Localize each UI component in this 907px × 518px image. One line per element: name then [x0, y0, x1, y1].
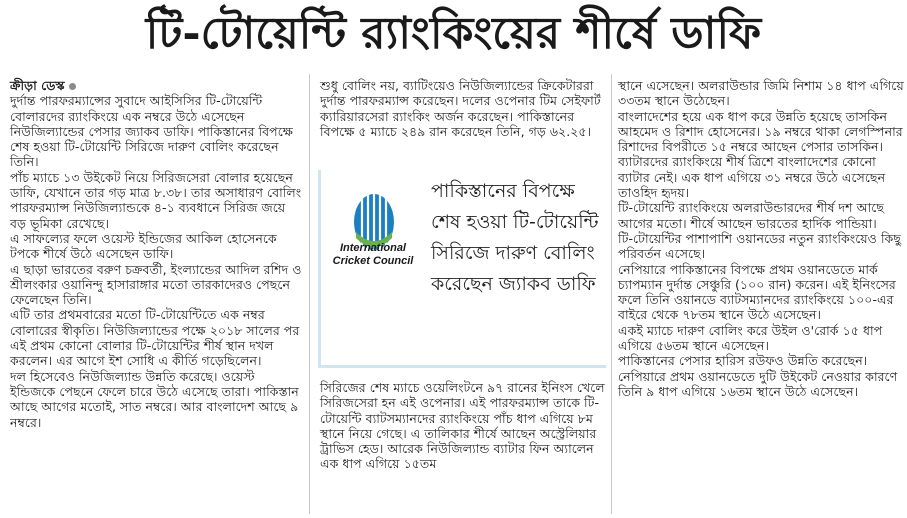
paragraph: এটি তার প্রথমবারের মতো টি-টোয়েন্টিতে এক নম্বর বোলারের স্বীকৃতি। নিউজিল্যান্ডের পক্ষে ২০১৮ সালের পর এই প্রথম কোনো বোলার টি-টোয়েন্টির শীর্ষ স্থান দখল করলেন। এর আগে ইশ সোধি এ কীর্তি গড়েছিলেন।: [10, 307, 300, 369]
paragraph: বাংলাদেশের হয়ে এক ধাপ করে উন্নতি হয়েছে তাসকিন আহমেদ ও রিশাদ হোসেনের। ১৯ নম্বরে থাকা লেগস্পিনার রিশাদের বিপরীতে ১৫ নম্বরে আছেন পেসার তাসকিন। ব্যাটারদের র‍্যাংকিংয়ে শীর্ষ ত্রিশে বাংলাদেশের কোনো ব্যাটার নেই। এক ধাপ এগিয়ে ৩১ নম্বরে উঠে এসেছেন তাওহিদ হৃদয়।: [618, 108, 903, 201]
column-divider-1: [309, 74, 310, 514]
icc-logo-caption: [325, 242, 421, 268]
byline-dot-icon: [69, 83, 76, 90]
column-2-top: [320, 78, 605, 139]
column-divider-2: [611, 74, 612, 514]
icc-caption-line-1: International: [339, 242, 406, 254]
paragraph: এ ছাড়া ভারতের বরুণ চক্রবর্তী, ইংল্যান্ডের আদিল রশিদ ও শ্রীলংকার ওয়ানিন্দু হাসারাঙ্গার মতো তারকাদেরও পেছনে ফেলেছেন তিনি।: [10, 261, 302, 308]
paragraph: স্থানে এসেছেন। অলরাউন্ডার জিমি নিশাম ১৪ ধাপ এগিয়ে ৩৩তম স্থানে উঠেছেন।: [618, 78, 904, 109]
paragraph: টি-টোয়েন্টির পাশাপাশি ওয়ানডের নতুন র‍্যাংকিংয়েও কিছু পরিবর্তন এসেছে।: [618, 230, 902, 262]
icc-caption-line-2: Cricket Council: [332, 255, 414, 267]
paragraph: শুধু বোলিং নয়, ব্যাটিংয়েও নিউজিল্যান্ডের ক্রিকেটাররা দুর্দান্ত পারফরম্যান্স করেছেন। দলের ওপেনার টিম সেইফার্ট ক্যারিয়ারসেরা র‍্যাংকিং অর্জন করেছেন। পাকিস্তানের বিপক্ষে ৫ ম্যাচে ২৪৯ রান করেছেন তিনি, গড় ৬২.২৫।: [320, 78, 601, 139]
paragraph: এ সাফল্যের ফলে ওয়েস্ট ইন্ডিজের আকিল হোসেনকে টপকে শীর্ষে উঠে এসেছেন ডাফি।: [10, 230, 277, 262]
paragraph: সিরিজের শেষ ম্যাচে ওয়েলিংটনে ৯৭ রানের ইনিংস খেলে সিরিজসেরা হন এই ওপেনার। এই পারফরম্যান্স তাকে টি-টোয়েন্টি ব্যাটসম্যানদের র‍্যাংকিংয়ে পাঁচ ধাপ এগিয়ে ৮ম স্থানে নিয়ে গেছে। এ তালিকার শীর্ষে আছেন অস্ট্রেলিয়ার ট্রাভিস হেড। আরেক নিউজিল্যান্ড ব্যাটার ফিন অ্যালেন এক ধাপ এগিয়ে ১৫তম: [320, 380, 605, 472]
paragraph: পাঁচ ম্যাচে ১৩ উইকেট নিয়ে সিরিজসেরা বোলার হয়েছেন ডাফি, যেখানে তার গড় মাত্র ৮.৩৮। তার অসাধারণ বোলিং পারফরম্যান্স নিউজিল্যান্ডকে ৪-১ ব্যবধানে সিরিজ জয়ে বড় ভূমিকা রেখেছে।: [10, 169, 302, 231]
paragraph: টি-টোয়েন্টি র‍্যাংকিংয়ে অলরাউন্ডারদের শীর্ষ দশ আছে আগের মতো। শীর্ষে আছেন ভারতের হার্দিক পান্ডিয়া।: [618, 200, 884, 231]
column-1: [10, 78, 302, 430]
pullquote-text: পাকিস্তানের বিপক্ষে শেষ হওয়া টি-টোয়েন্টি সিরিজে দারুণ বোলিং করেছেন জ্যাকব ডাফি: [431, 180, 599, 295]
headline: টি-টোয়েন্টি র‍্যাংকিংয়ের শীর্ষে ডাফি: [145, 8, 762, 59]
paragraph: দল হিসেবেও নিউজিল্যান্ড উন্নতি করেছে। ওয়েস্ট ইন্ডিজকে পেছনে ফেলে চারে উঠে এসেছে তারা। পাকিস্তান আছে আগের মতোই, সাত নম্বরে। আর বাংলাদেশ আছে ৯ নম্বরে।: [10, 368, 299, 430]
column-3: [618, 78, 904, 399]
paragraph: দুর্দান্ত পারফরম্যান্সের সুবাদে আইসিসির টি-টোয়েন্টি বোলারদের র‍্যাংকিংয়ে এক নম্বরে উঠে এসেছেন নিউজিল্যান্ডের পেসার জ্যাকব ডাফি। পাকিস্তানের বিপক্ষে শেষ হওয়া টি-টোয়েন্টি সিরিজে দারুণ বোলিং করেছেন তিনি।: [10, 93, 293, 170]
paragraph: নেপিয়ারে পাকিস্তানের বিপক্ষে প্রথম ওয়ানডেতে মার্ক চ্যাপম্যান দুর্দান্ত সেঞ্চুরি (১০০ রান) করেন। এই ইনিংসের ফলে তিনি ওয়ানডে ব্যাটসম্যানদের র‍্যাংকিংয়ে ১০০-এর বাইরে থেকে ৭৮তম স্থানে উঠে এসেছেন।: [618, 261, 896, 323]
byline: [10, 78, 302, 93]
paragraph: একই ম্যাচে দারুণ বোলিং করে উইল ও'রোর্ক ১৫ ধাপ এগিয়ে ৫৬তম স্থানে এসেছেন।: [618, 322, 883, 354]
paragraph: পাকিস্তানের পেসার হারিস রউফও উন্নতি করেছেন। নেপিয়ারে প্রথম ওয়ানডেতে দুটি উইকেট নেওয়ার কারণে তিনি ৯ ধাপ এগিয়ে ১৬তম স্থানে উঠে এসেছেন।: [618, 353, 898, 399]
byline-text: ক্রীড়া ডেস্ক: [10, 78, 65, 93]
pullquote-box: [318, 170, 606, 368]
column-2-bottom: [320, 380, 605, 472]
